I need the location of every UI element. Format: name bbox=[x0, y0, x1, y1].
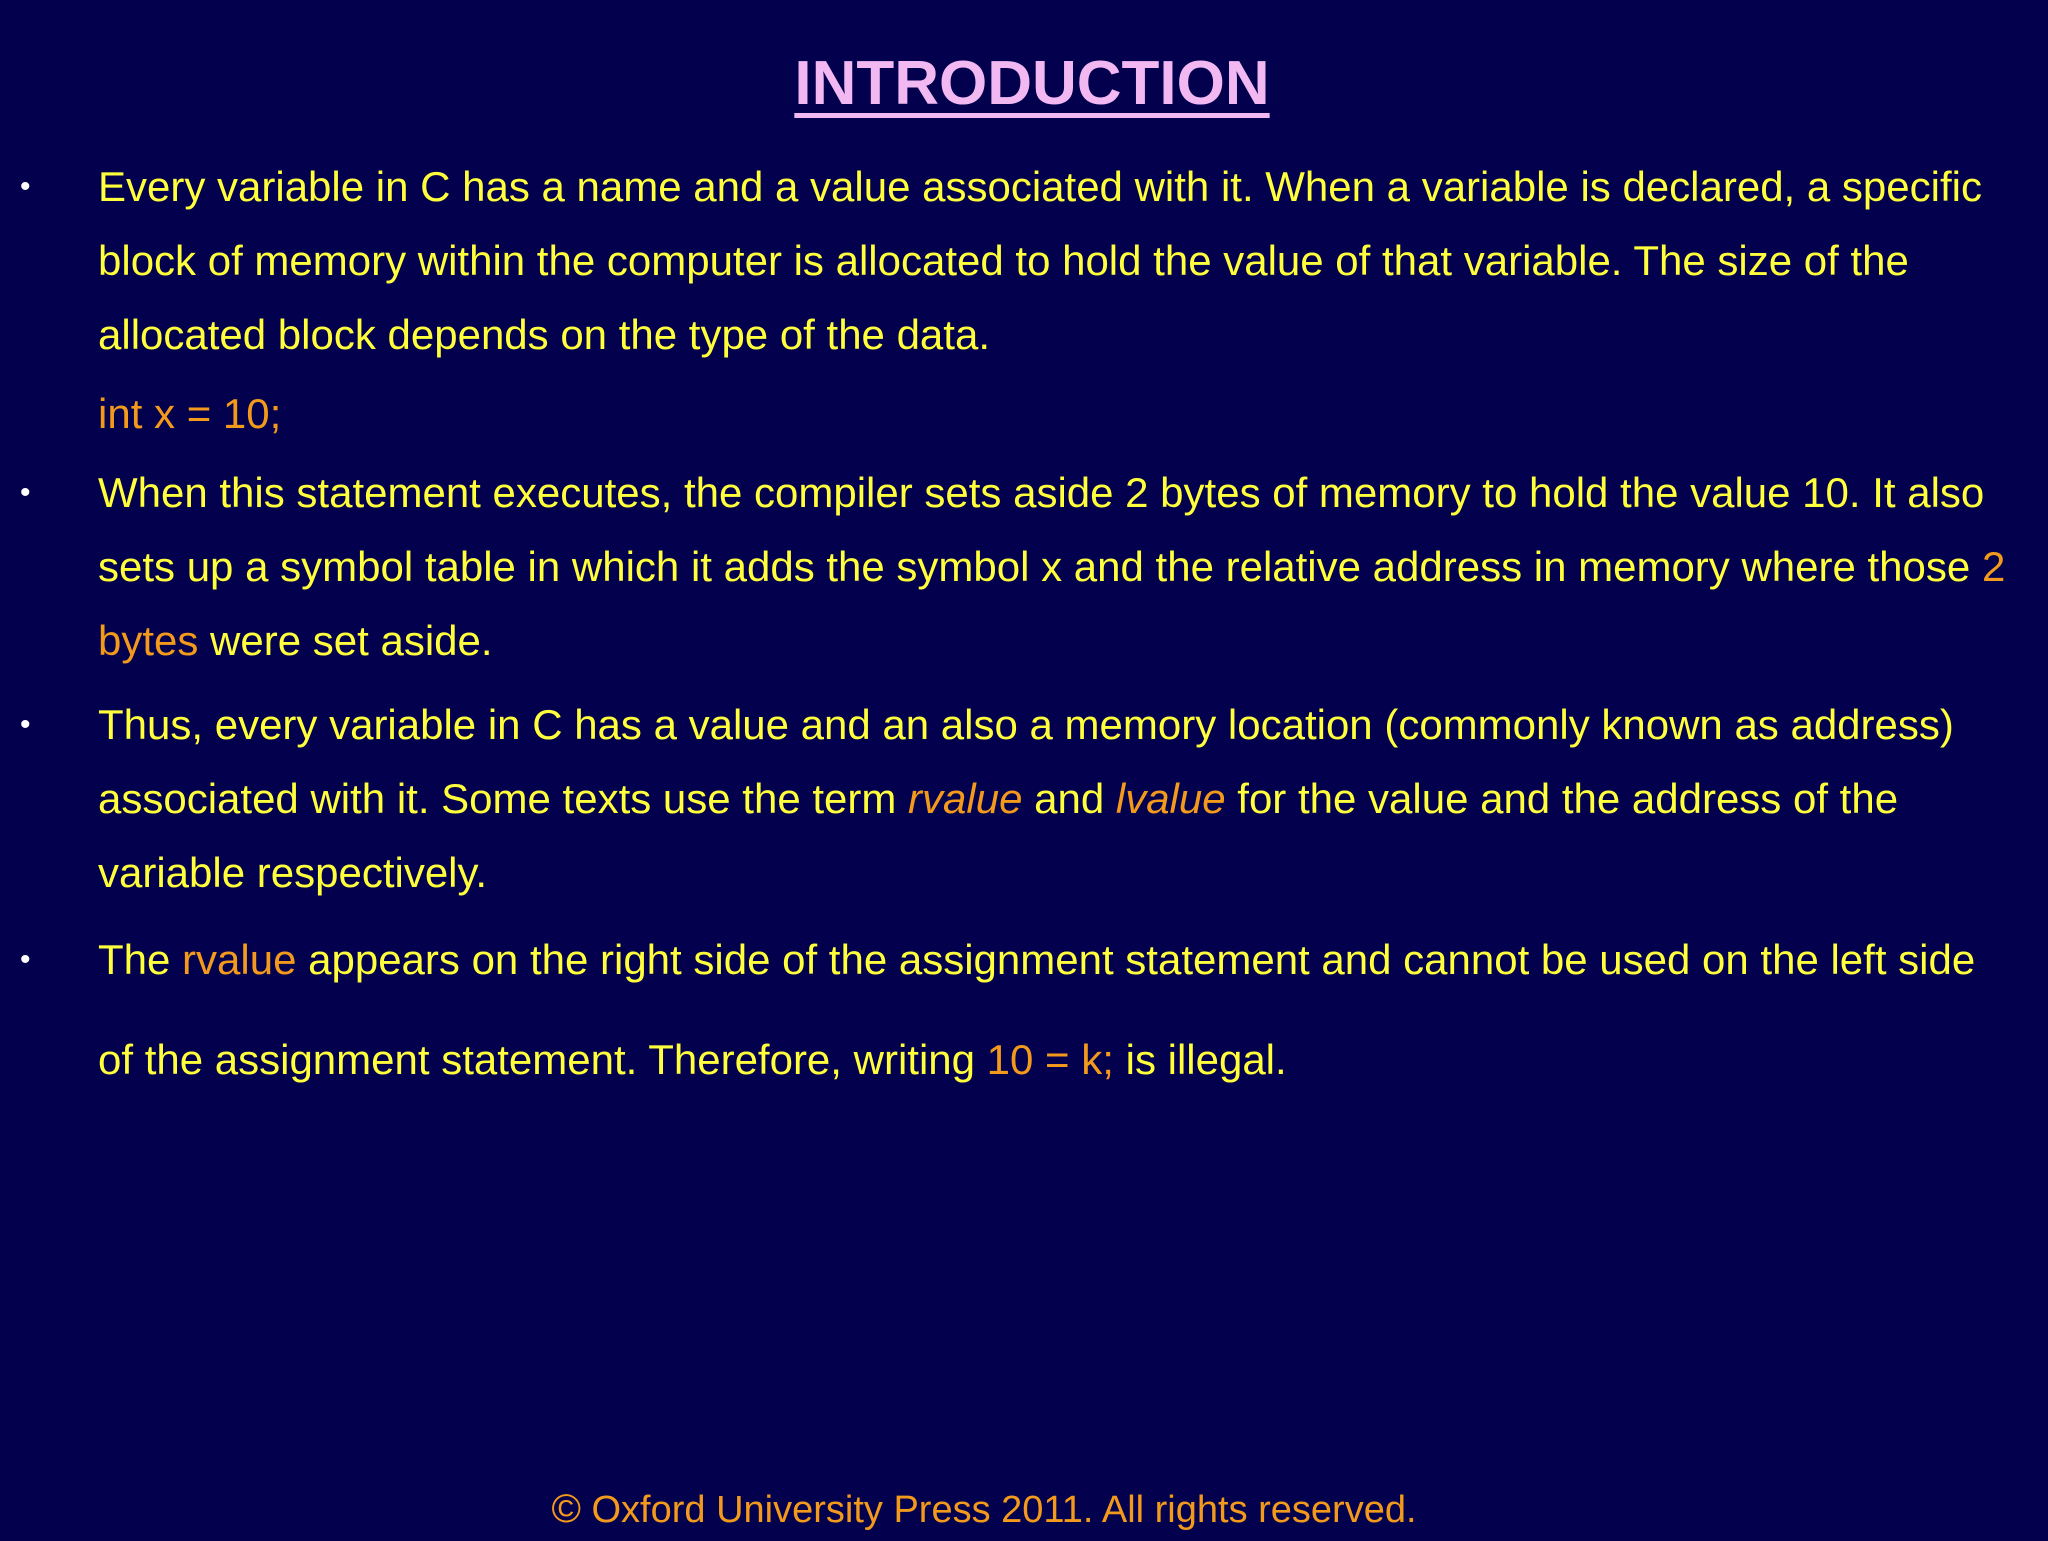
bullet-text: is illegal. bbox=[1113, 1036, 1287, 1083]
code-snippet: 10 = k; bbox=[986, 1036, 1114, 1083]
rvalue-term: rvalue bbox=[182, 936, 297, 983]
bullet-text: When this statement executes, the compiler sets aside 2 bytes of memory to hold the value 10. It also sets up a symbol table in which it adds the symbol x and the relative address in memory where those bbox=[98, 469, 1985, 590]
lvalue-term: lvalue bbox=[1115, 775, 1226, 822]
slide-content bbox=[0, 150, 2048, 1110]
bullet-dot: • bbox=[20, 943, 31, 976]
bullet-text: and bbox=[1022, 775, 1116, 822]
bullet-dot: • bbox=[20, 170, 31, 203]
bullet-item bbox=[0, 456, 2048, 678]
copyright-footer bbox=[0, 1478, 1968, 1541]
bullet-item bbox=[0, 150, 2048, 372]
bullet-text: Thus, every variable in C has a value and an also a memory location (commonly known as address) associated with it. Some texts use the term bbox=[98, 701, 1954, 822]
slide-title bbox=[0, 44, 2048, 124]
bullet-item bbox=[0, 688, 2048, 910]
bullet-dot: • bbox=[20, 708, 31, 741]
code-example: int x = 10; bbox=[98, 390, 282, 437]
bullet-text: The bbox=[98, 936, 183, 983]
bullet-text: Every variable in C has a name and a value associated with it. When a variable is declared, a specific block of memory within the computer is allocated to hold the value of that variable. The size of the allocated block depends on the type of the data. bbox=[98, 163, 1982, 358]
bullet-text: appears on the right side of the assignment statement and cannot be used on the left side of the assignment statement. Therefore, writing bbox=[98, 936, 1976, 1083]
bullet-item bbox=[0, 910, 2048, 1110]
highlight-text: 2 bytes bbox=[98, 543, 2006, 664]
copyright-icon: © bbox=[551, 1487, 581, 1531]
footer-text: Oxford University Press 2011. All rights reserved. bbox=[580, 1489, 1417, 1531]
bullet-dot: • bbox=[20, 476, 31, 509]
rvalue-term: rvalue bbox=[908, 775, 1023, 822]
bullet-text: for the value and the address of the variable respectively. bbox=[98, 775, 1899, 896]
bullet-text: were set aside. bbox=[198, 617, 493, 664]
slide-title-text: INTRODUCTION bbox=[794, 49, 1270, 118]
